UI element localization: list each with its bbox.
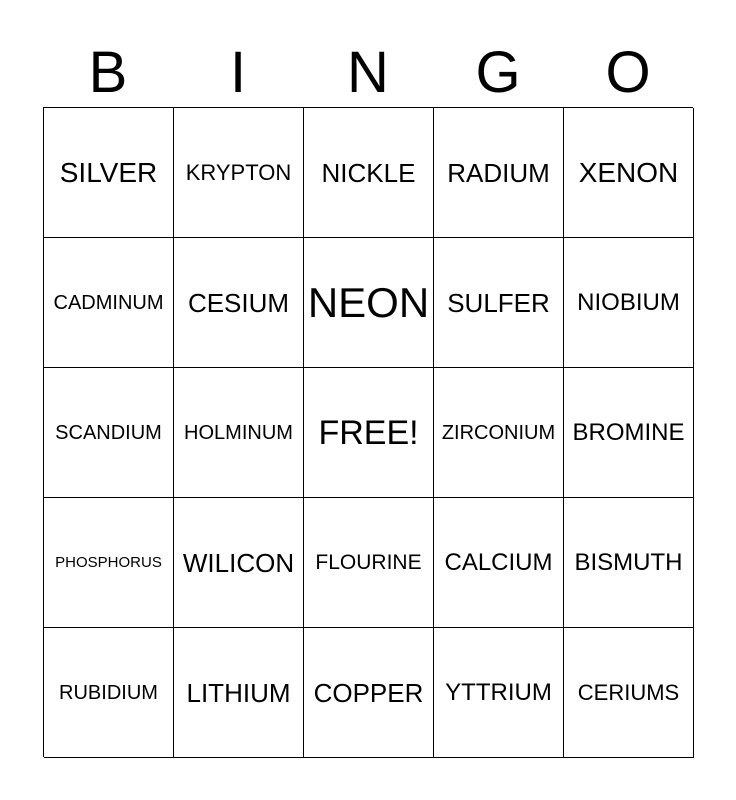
bingo-cell[interactable]: BISMUTH <box>564 498 694 628</box>
bingo-cell[interactable]: COPPER <box>304 628 434 758</box>
bingo-cell[interactable]: SCANDIUM <box>44 368 174 498</box>
bingo-board <box>43 107 693 757</box>
header-letter-o: O <box>605 40 651 105</box>
bingo-cell free-space-neon[interactable]: NEON <box>304 238 434 368</box>
bingo-cell[interactable]: RADIUM <box>434 108 564 238</box>
bingo-cell[interactable]: CADMINUM <box>44 238 174 368</box>
bingo-cell[interactable]: KRYPTON <box>174 108 304 238</box>
bingo-cell[interactable]: CALCIUM <box>434 498 564 628</box>
bingo-cell[interactable]: NICKLE <box>304 108 434 238</box>
bingo-cell[interactable]: YTTRIUM <box>434 628 564 758</box>
bingo-cell[interactable]: XENON <box>564 108 694 238</box>
bingo-cell[interactable]: ZIRCONIUM <box>434 368 564 498</box>
header-letter-b: B <box>88 40 128 105</box>
bingo-cell[interactable]: FLOURINE <box>304 498 434 628</box>
header-letter-n: N <box>347 40 389 105</box>
header-letter-g: G <box>475 40 521 105</box>
bingo-cell[interactable]: CERIUMS <box>564 628 694 758</box>
bingo-cell[interactable]: WILICON <box>174 498 304 628</box>
bingo-cell[interactable]: RUBIDIUM <box>44 628 174 758</box>
bingo-cell[interactable]: NIOBIUM <box>564 238 694 368</box>
bingo-cell[interactable]: BROMINE <box>564 368 694 498</box>
bingo-cell[interactable]: CESIUM <box>174 238 304 368</box>
free-space-cell[interactable]: FREE! <box>304 368 434 498</box>
bingo-cell[interactable]: SULFER <box>434 238 564 368</box>
header-letter-i: I <box>229 40 247 105</box>
bingo-cell[interactable]: SILVER <box>44 108 174 238</box>
bingo-header <box>43 40 693 106</box>
bingo-cell[interactable]: HOLMINUM <box>174 368 304 498</box>
bingo-cell[interactable]: LITHIUM <box>174 628 304 758</box>
bingo-cell[interactable]: PHOSPHORUS <box>44 498 174 628</box>
